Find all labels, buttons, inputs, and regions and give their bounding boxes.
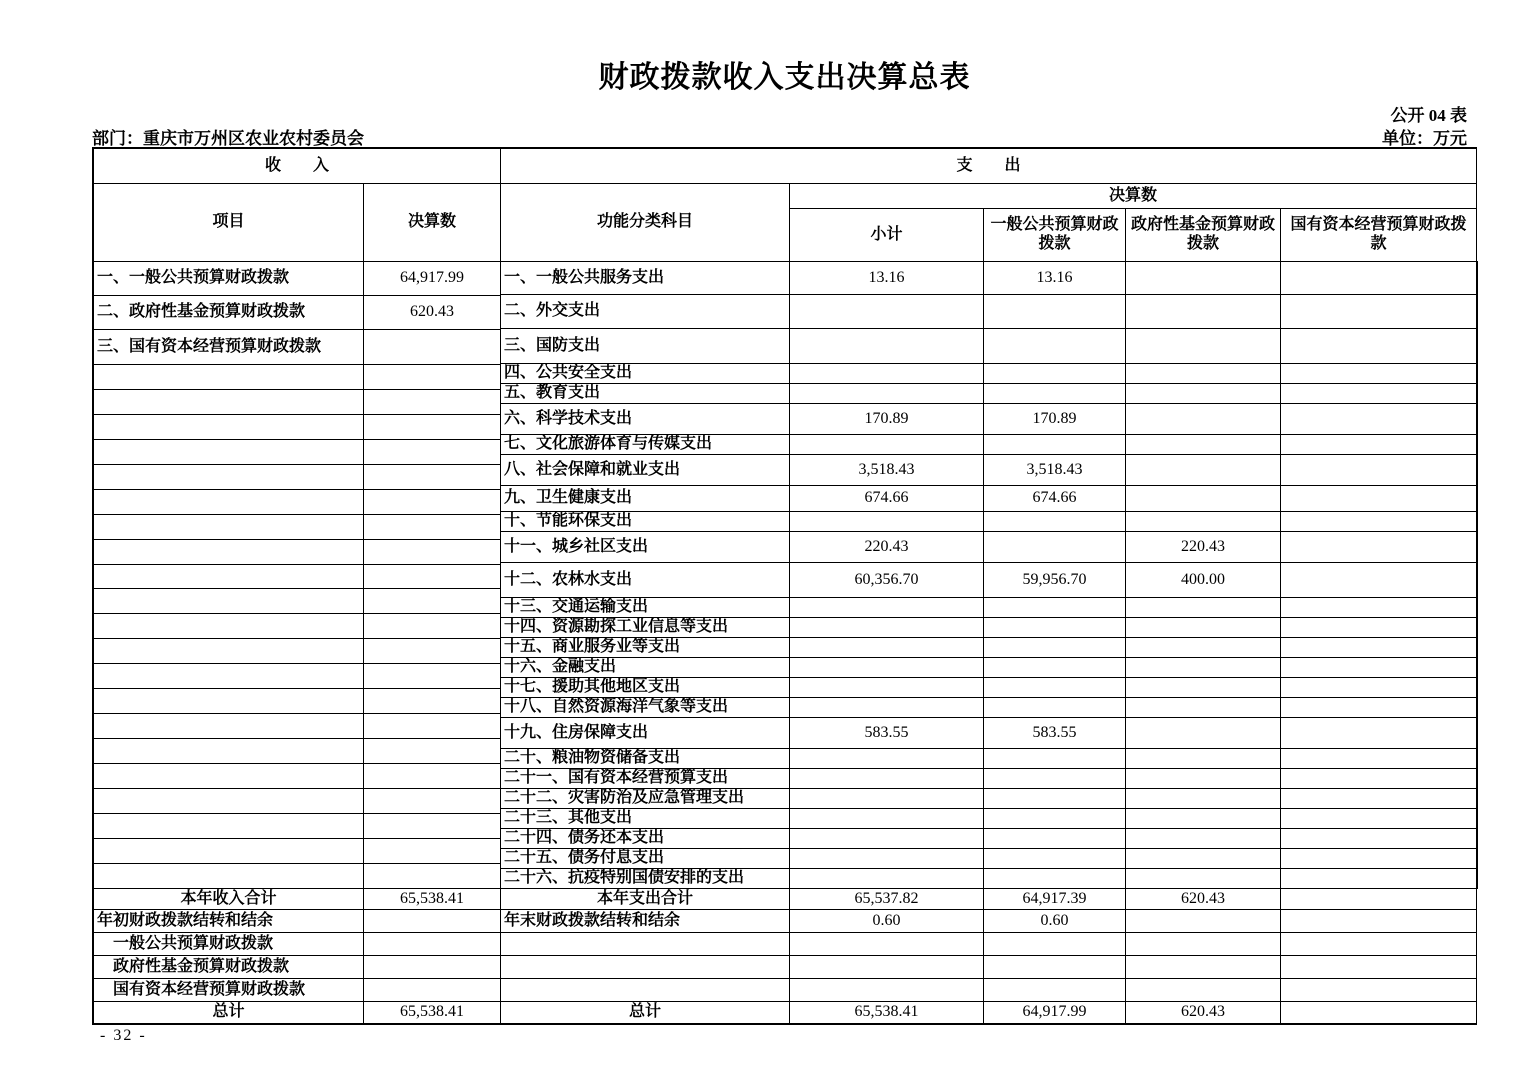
- expense-subject-cell: 十九、住房保障支出: [501, 718, 790, 749]
- empty-cell: [94, 714, 364, 739]
- expense-row: [501, 678, 1478, 698]
- income-blank-row: [94, 639, 501, 664]
- subtotal-cell: 170.89: [790, 404, 984, 435]
- empty-cell: [94, 489, 364, 514]
- gov-fund-cell: 620.43: [1126, 889, 1281, 910]
- gov-fund-cell: [1126, 364, 1281, 384]
- subtotal-cell: [790, 295, 984, 329]
- general-budget-cell: [984, 658, 1126, 678]
- empty-cell: [94, 764, 364, 789]
- income-blank-row: [94, 664, 501, 689]
- income-blank-row: [94, 589, 501, 614]
- subtotal-cell: 583.55: [790, 718, 984, 749]
- state-capital-cell: [1281, 698, 1478, 718]
- empty-cell: [364, 389, 501, 414]
- empty-cell: [790, 979, 984, 1002]
- gov-fund-cell: [1126, 718, 1281, 749]
- expense-row: [501, 486, 1478, 512]
- expense-row: [501, 658, 1478, 678]
- empty-cell: [94, 539, 364, 564]
- expense-subject-cell: 二十四、债务还本支出: [501, 829, 790, 849]
- income-amount-cell: 64,917.99: [364, 262, 501, 296]
- general-budget-cell: [984, 329, 1126, 364]
- expense-row: [501, 809, 1478, 829]
- subtotal-cell: [790, 769, 984, 789]
- gov-fund-header: 政府性基金预算财政拨款: [1126, 209, 1281, 262]
- empty-cell: [364, 365, 501, 390]
- column-header-row: [94, 184, 1477, 209]
- expense-subject-cell: 五、教育支出: [501, 384, 790, 404]
- income-total-amount: 65,538.41: [364, 889, 501, 910]
- state-capital-header: 国有资本经营预算财政拨款: [1281, 209, 1477, 262]
- empty-cell: [501, 956, 790, 979]
- general-budget-cell: [984, 532, 1126, 563]
- income-blank-row: [94, 414, 501, 439]
- general-budget-cell: [984, 849, 1126, 869]
- general-budget-cell: [984, 749, 1126, 769]
- subtotal-cell: 65,537.82: [790, 889, 984, 910]
- empty-cell: [364, 910, 501, 933]
- expense-subject-cell: 十二、农林水支出: [501, 563, 790, 598]
- gov-fund-cell: [1126, 262, 1281, 295]
- state-capital-cell: [1281, 809, 1478, 829]
- subtotal-cell: [790, 329, 984, 364]
- state-capital-cell: [1281, 532, 1478, 563]
- expense-row: [501, 789, 1478, 809]
- empty-cell: [1281, 933, 1477, 956]
- income-total-label: 本年收入合计: [94, 889, 364, 910]
- expense-row: [501, 384, 1478, 404]
- subtotal-header: 小计: [790, 209, 984, 262]
- general-budget-cell: 59,956.70: [984, 563, 1126, 598]
- empty-cell: [364, 414, 501, 439]
- subtotal-cell: 13.16: [790, 262, 984, 295]
- empty-cell: [364, 788, 501, 813]
- gov-fund-cell: [1126, 486, 1281, 512]
- expense-subject-cell: 十四、资源勘探工业信息等支出: [501, 618, 790, 638]
- empty-cell: [984, 933, 1126, 956]
- empty-cell: [364, 739, 501, 764]
- empty-cell: [94, 389, 364, 414]
- state-capital-cell: [1281, 849, 1478, 869]
- empty-cell: [94, 514, 364, 539]
- general-budget-cell: 583.55: [984, 718, 1126, 749]
- state-capital-cell: [1281, 749, 1478, 769]
- empty-cell: [364, 838, 501, 863]
- general-budget-cell: [984, 809, 1126, 829]
- income-amount-cell: 620.43: [364, 296, 501, 330]
- general-budget-cell: [984, 789, 1126, 809]
- subtotal-cell: [790, 512, 984, 532]
- gov-fund-cell: 620.43: [1126, 1002, 1281, 1024]
- empty-cell: [364, 933, 501, 956]
- table-body: [93, 261, 1476, 889]
- income-item-cell: 三、国有资本经营预算财政拨款: [94, 330, 364, 365]
- expense-subject-cell: 七、文化旅游体育与传媒支出: [501, 435, 790, 455]
- empty-cell: [364, 489, 501, 514]
- grand-total-expense-label: 总计: [501, 1002, 790, 1024]
- state-capital-cell: [1281, 829, 1478, 849]
- amount-group-header: 决算数: [790, 184, 1477, 209]
- state-capital-cell: [1281, 384, 1478, 404]
- subtotal-cell: [790, 869, 984, 889]
- gov-fund-cell: [1126, 512, 1281, 532]
- expense-subject-cell: 九、卫生健康支出: [501, 486, 790, 512]
- expense-subject-cell: 三、国防支出: [501, 329, 790, 364]
- general-budget-cell: [984, 829, 1126, 849]
- unit-label: 单位：万元: [1382, 129, 1467, 148]
- closing-balance-label: 年末财政拨款结转和结余: [501, 910, 790, 933]
- state-capital-cell: [1281, 262, 1478, 295]
- state-capital-cell: [1281, 435, 1478, 455]
- expense-subject-cell: 四、公共安全支出: [501, 364, 790, 384]
- empty-cell: [94, 365, 364, 390]
- empty-cell: [1281, 910, 1477, 933]
- empty-cell: [94, 838, 364, 863]
- subtotal-cell: [790, 658, 984, 678]
- income-blank-row: [94, 863, 501, 888]
- department-label: 部门：重庆市万州区农业农村委员会: [92, 129, 364, 148]
- gov-fund-cell: [1126, 455, 1281, 486]
- empty-cell: [94, 464, 364, 489]
- expense-subject-cell: 十七、援助其他地区支出: [501, 678, 790, 698]
- subtotal-cell: [790, 789, 984, 809]
- subtotal-cell: [790, 849, 984, 869]
- income-blank-row: [94, 689, 501, 714]
- general-budget-cell: 64,917.99: [984, 1002, 1126, 1024]
- state-capital-cell: [1281, 769, 1478, 789]
- empty-cell: [94, 664, 364, 689]
- expense-row: [501, 455, 1478, 486]
- empty-cell: [790, 956, 984, 979]
- expense-row: [501, 364, 1478, 384]
- subtotal-cell: [790, 384, 984, 404]
- expense-row: [501, 698, 1478, 718]
- state-capital-cell: [1281, 295, 1478, 329]
- expense-subject-cell: 二十二、灾害防治及应急管理支出: [501, 789, 790, 809]
- grand-total-row: [94, 1002, 1477, 1024]
- expense-subject-cell: 一、一般公共服务支出: [501, 262, 790, 295]
- state-capital-cell: [1281, 889, 1477, 910]
- empty-cell: [364, 664, 501, 689]
- income-blank-row: [94, 489, 501, 514]
- empty-cell: [94, 564, 364, 589]
- expense-row: [501, 262, 1478, 295]
- page-number: - 32 -: [100, 1027, 147, 1044]
- expense-row: [501, 563, 1478, 598]
- grand-total-income-amount: 65,538.41: [364, 1002, 501, 1024]
- income-blank-row: [94, 764, 501, 789]
- empty-cell: [501, 933, 790, 956]
- expense-row: [501, 749, 1478, 769]
- gov-fund-cell: [1126, 404, 1281, 435]
- state-capital-cell: [1281, 718, 1478, 749]
- subtotal-cell: 60,356.70: [790, 563, 984, 598]
- carryover-detail-row: [94, 956, 1477, 979]
- gov-fund-cell: [1126, 678, 1281, 698]
- expense-subject-cell: 十八、自然资源海洋气象等支出: [501, 698, 790, 718]
- page-title: 财政拨款收入支出决算总表: [598, 61, 971, 94]
- empty-cell: [94, 863, 364, 888]
- gov-fund-cell: [1126, 295, 1281, 329]
- income-blank-row: [94, 614, 501, 639]
- empty-cell: [364, 614, 501, 639]
- income-blank-row: [94, 564, 501, 589]
- general-budget-cell: 64,917.39: [984, 889, 1126, 910]
- expense-row: [501, 849, 1478, 869]
- empty-cell: [94, 813, 364, 838]
- state-capital-cell: [1281, 512, 1478, 532]
- state-capital-cell: [1281, 658, 1478, 678]
- empty-cell: [364, 863, 501, 888]
- general-budget-cell: [984, 364, 1126, 384]
- gov-fund-cell: [1126, 638, 1281, 658]
- opening-balance-label: 年初财政拨款结转和结余: [94, 910, 364, 933]
- general-budget-cell: [984, 769, 1126, 789]
- gov-fund-cell: [1126, 849, 1281, 869]
- subtotal-cell: [790, 829, 984, 849]
- empty-cell: [1126, 910, 1281, 933]
- gov-fund-cell: [1126, 869, 1281, 889]
- income-blank-row: [94, 365, 501, 390]
- state-capital-cell: [1281, 455, 1478, 486]
- general-budget-cell: [984, 295, 1126, 329]
- detail-label: 一般公共预算财政拨款: [94, 933, 364, 956]
- state-capital-cell: [1281, 404, 1478, 435]
- income-blank-row: [94, 788, 501, 813]
- general-budget-cell: [984, 384, 1126, 404]
- subtotal-cell: 3,518.43: [790, 455, 984, 486]
- expense-subject-cell: 二、外交支出: [501, 295, 790, 329]
- income-item-header: 项目: [94, 184, 364, 262]
- detail-label: 国有资本经营预算财政拨款: [94, 979, 364, 1002]
- income-blank-row: [94, 813, 501, 838]
- general-budget-cell: 674.66: [984, 486, 1126, 512]
- state-capital-cell: [1281, 364, 1478, 384]
- subtotal-cell: [790, 435, 984, 455]
- empty-cell: [364, 979, 501, 1002]
- income-amount-header: 决算数: [364, 184, 501, 262]
- income-blank-row: [94, 739, 501, 764]
- expense-subject-cell: 十六、金融支出: [501, 658, 790, 678]
- empty-cell: [364, 439, 501, 464]
- subtotal-cell: 674.66: [790, 486, 984, 512]
- empty-cell: [501, 979, 790, 1002]
- subtotal-cell: 220.43: [790, 532, 984, 563]
- state-capital-cell: [1281, 598, 1478, 618]
- expense-subject-header: 功能分类科目: [501, 184, 790, 262]
- empty-cell: [364, 589, 501, 614]
- expense-row: [501, 329, 1478, 364]
- subtotal-cell: [790, 809, 984, 829]
- general-budget-cell: [984, 512, 1126, 532]
- subtotal-cell: 65,538.41: [790, 1002, 984, 1024]
- empty-cell: [364, 764, 501, 789]
- empty-cell: [790, 933, 984, 956]
- state-capital-cell: [1281, 563, 1478, 598]
- gov-fund-cell: [1126, 809, 1281, 829]
- income-blank-row: [94, 714, 501, 739]
- subtotal-cell: 0.60: [790, 910, 984, 933]
- budget-table: [92, 147, 1477, 1025]
- empty-cell: [94, 414, 364, 439]
- expense-subject-cell: 十三、交通运输支出: [501, 598, 790, 618]
- subtotal-cell: [790, 618, 984, 638]
- income-blank-row: [94, 838, 501, 863]
- expense-row: [501, 769, 1478, 789]
- income-row: [94, 330, 501, 365]
- general-budget-cell: 13.16: [984, 262, 1126, 295]
- subtotal-cell: [790, 749, 984, 769]
- empty-cell: [94, 589, 364, 614]
- general-budget-cell: [984, 598, 1126, 618]
- general-budget-cell: [984, 678, 1126, 698]
- expense-subject-cell: 十五、商业服务业等支出: [501, 638, 790, 658]
- expense-subject-cell: 二十一、国有资本经营预算支出: [501, 769, 790, 789]
- empty-cell: [984, 956, 1126, 979]
- income-blank-row: [94, 389, 501, 414]
- state-capital-cell: [1281, 618, 1478, 638]
- empty-cell: [364, 514, 501, 539]
- general-budget-header: 一般公共预算财政拨款: [984, 209, 1126, 262]
- income-item-cell: 一、一般公共预算财政拨款: [94, 262, 364, 296]
- income-row: [94, 296, 501, 330]
- expense-subject-cell: 六、科学技术支出: [501, 404, 790, 435]
- gov-fund-cell: [1126, 769, 1281, 789]
- general-budget-cell: [984, 435, 1126, 455]
- gov-fund-cell: 400.00: [1126, 563, 1281, 598]
- expense-row: [501, 512, 1478, 532]
- table-code: 公开 04 表: [1390, 106, 1467, 125]
- expense-row: [501, 532, 1478, 563]
- empty-cell: [1126, 933, 1281, 956]
- state-capital-cell: [1281, 329, 1478, 364]
- state-capital-cell: [1281, 678, 1478, 698]
- carryover-row: [94, 910, 1477, 933]
- empty-cell: [94, 739, 364, 764]
- gov-fund-cell: [1126, 749, 1281, 769]
- income-blank-row: [94, 439, 501, 464]
- expense-row: [501, 829, 1478, 849]
- empty-cell: [364, 464, 501, 489]
- empty-cell: [364, 714, 501, 739]
- empty-cell: [984, 979, 1126, 1002]
- empty-cell: [1126, 979, 1281, 1002]
- expense-row: [501, 295, 1478, 329]
- income-table: [93, 261, 501, 889]
- expense-subject-cell: 二十三、其他支出: [501, 809, 790, 829]
- section-header-row: [94, 149, 1477, 184]
- expense-row: [501, 718, 1478, 749]
- state-capital-cell: [1281, 486, 1478, 512]
- general-budget-cell: [984, 869, 1126, 889]
- empty-cell: [364, 564, 501, 589]
- expense-subject-cell: 八、社会保障和就业支出: [501, 455, 790, 486]
- income-blank-row: [94, 514, 501, 539]
- totals-row: [94, 889, 1477, 910]
- expense-row: [501, 618, 1478, 638]
- gov-fund-cell: [1126, 384, 1281, 404]
- expense-subject-cell: 十、节能环保支出: [501, 512, 790, 532]
- expense-subject-cell: 十一、城乡社区支出: [501, 532, 790, 563]
- expense-table: [500, 261, 1478, 889]
- gov-fund-cell: [1126, 829, 1281, 849]
- gov-fund-cell: [1126, 598, 1281, 618]
- general-budget-cell: 170.89: [984, 404, 1126, 435]
- income-blank-row: [94, 539, 501, 564]
- expense-subject-cell: 二十、粮油物资储备支出: [501, 749, 790, 769]
- expense-subject-cell: 二十六、抗疫特别国债安排的支出: [501, 869, 790, 889]
- general-budget-cell: 3,518.43: [984, 455, 1126, 486]
- expense-row: [501, 869, 1478, 889]
- general-budget-cell: [984, 638, 1126, 658]
- expense-total-label: 本年支出合计: [501, 889, 790, 910]
- general-budget-cell: [984, 618, 1126, 638]
- gov-fund-cell: 220.43: [1126, 532, 1281, 563]
- income-item-cell: 二、政府性基金预算财政拨款: [94, 296, 364, 330]
- subtotal-cell: [790, 698, 984, 718]
- gov-fund-cell: [1126, 789, 1281, 809]
- empty-cell: [94, 689, 364, 714]
- empty-cell: [364, 956, 501, 979]
- expense-row: [501, 638, 1478, 658]
- detail-label: 政府性基金预算财政拨款: [94, 956, 364, 979]
- table-footer: [93, 888, 1477, 1024]
- expense-row: [501, 435, 1478, 455]
- empty-cell: [1126, 956, 1281, 979]
- subtotal-cell: [790, 678, 984, 698]
- subtotal-cell: [790, 638, 984, 658]
- grand-total-income-label: 总计: [94, 1002, 364, 1024]
- expense-row: [501, 404, 1478, 435]
- subtotal-cell: [790, 364, 984, 384]
- empty-cell: [94, 788, 364, 813]
- gov-fund-cell: [1126, 329, 1281, 364]
- gov-fund-cell: [1126, 698, 1281, 718]
- state-capital-cell: [1281, 1002, 1477, 1024]
- empty-cell: [1281, 956, 1477, 979]
- subtotal-cell: [790, 598, 984, 618]
- general-budget-cell: 0.60: [984, 910, 1126, 933]
- empty-cell: [364, 639, 501, 664]
- empty-cell: [94, 639, 364, 664]
- state-capital-cell: [1281, 869, 1478, 889]
- carryover-detail-row: [94, 933, 1477, 956]
- income-amount-cell: [364, 330, 501, 365]
- gov-fund-cell: [1126, 658, 1281, 678]
- state-capital-cell: [1281, 638, 1478, 658]
- income-section-header: 收 入: [94, 149, 501, 184]
- empty-cell: [364, 689, 501, 714]
- empty-cell: [94, 439, 364, 464]
- income-blank-row: [94, 464, 501, 489]
- empty-cell: [94, 614, 364, 639]
- expense-subject-cell: 二十五、债务付息支出: [501, 849, 790, 869]
- empty-cell: [364, 539, 501, 564]
- state-capital-cell: [1281, 789, 1478, 809]
- gov-fund-cell: [1126, 618, 1281, 638]
- general-budget-cell: [984, 698, 1126, 718]
- empty-cell: [1281, 979, 1477, 1002]
- gov-fund-cell: [1126, 435, 1281, 455]
- table-header: [93, 148, 1477, 262]
- carryover-detail-row: [94, 979, 1477, 1002]
- expense-row: [501, 598, 1478, 618]
- income-row: [94, 262, 501, 296]
- expense-section-header: 支 出: [501, 149, 1477, 184]
- empty-cell: [364, 813, 501, 838]
